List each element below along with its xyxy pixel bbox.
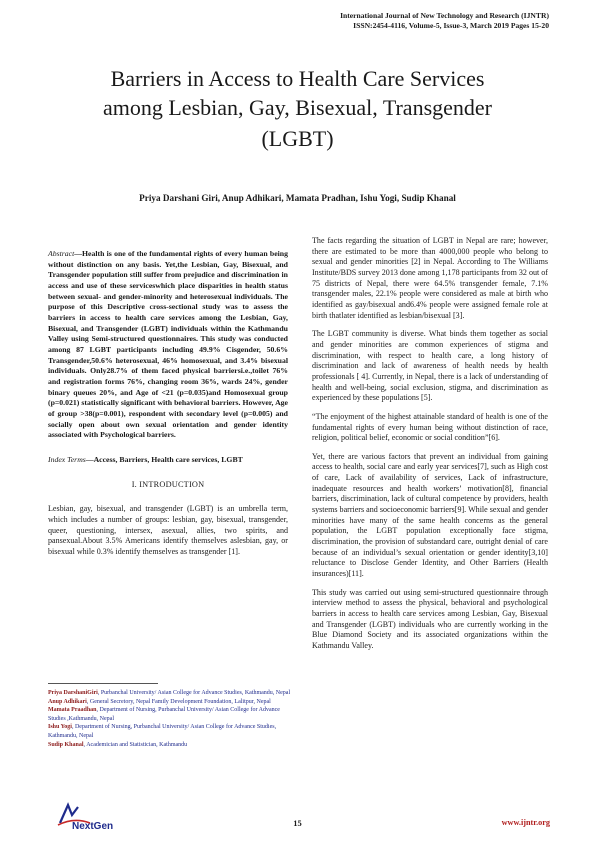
affiliation-text: , Academician and Statistician, Kathmandu [83, 741, 188, 748]
affiliation-item [48, 698, 292, 707]
title-line-1: Barriers in Access to Health Care Services [110, 66, 485, 91]
index-terms [48, 455, 288, 466]
index-terms-text: —Access, Barriers, Health care services, LGBT [85, 454, 243, 464]
intro-paragraph: Lesbian, gay, bisexual, and transgender (LGBT) is an umbrella term, which includes a number of groups: lesbian, gay, bisexual, transgender, queer, questioning, intersex, asexual, allies, two spirits, and pansexual.About 3.5% Americans identify themselves aslesbian, gay, or bisexual while 0.3% identify themselves as transgender [1]. [48, 504, 288, 557]
body-paragraph: The LGBT community is diverse. What binds them together as social and gender minorities are common experiences of stigma and discrimination, with respect to health care, a long history of discrimination and lack of awareness of health needs by health professionals [ 4]. Currently, in Nepal, there is a lack of understanding of health and well-being, social exclusion, stigma, and discrimination as experienced by these populations [5]. [312, 329, 548, 403]
right-column [312, 236, 548, 660]
left-column [48, 249, 288, 566]
journal-issn: ISSN:2454-4116, Volume-5, Issue-3, March 2019 Pages 15-20 [353, 21, 549, 30]
title-line-2: among Lesbian, Gay, Bisexual, Transgender [102, 95, 492, 120]
body-paragraph: The facts regarding the situation of LGBT in Nepal are rare; however, there are estimated to be more than 4000,000 people who belong to sexual and gender minorities [2] in Nepal. According to The Williams Institute/BDS survey 2013 done among 1,178 participants from 32 out of 75 districts of Nepal, there were 64.5% transgender female, 7.1% transgender males, 22.1% people were considered as male at birth who identified as gay/bisexual and6.4% people were assigned female role at birth thatlater identified as lesbian/bisexual [3]. [312, 236, 548, 320]
affiliation-text: , Department of Nursing, Purbanchal University/ Asian College for Advance Studies, Kathmandu, Nepal [48, 724, 277, 739]
body-paragraph: Yet, there are various factors that prevent an individual from gaining access to health, social care and early year services[7], such as High cost of care, Lack of availability of services, Lack of infrastructure, inadequate resources and health workers’ motivation[8], financial barriers, discrimination, lack of cultural competence by providers, health systems barriers and socioeconomic barriers[9]. While sexual and gender minorities have many of the same health concerns as the general population, the LGBT population exceptionally face stigma, discrimination, the provision of substandard care, outright denial of care because of an individual’s sexual orientation or gender identity[3,10] reluctance to Disclose Gender Identity, and Other Barriers (Health insurances)[11]. [312, 451, 548, 579]
title-line-3: (LGBT) [261, 126, 334, 151]
abstract-text: —Health is one of the fundamental rights of every human being without distinction on any basis. Yet,the Lesbian, Gay, Bisexual, and Transgender population still suffer from prejudice and discrimination in access and use of these serviceswhich place disparities in health status between sexual- and gender-minority and heterosexual individuals. The purpose of this Descriptive cross-sectional study was to assess the barriers in access to health care services among the Lesbian, Gay, Bisexual, and Transgender (LGBT) individuals within the Kathmandu Valley using Semi-structured questionnaires. This study was conducted among 87 LGBT participants including 49.9% Cisgender, 50.6% Transgender,50.6% heterosexual, 46% homosexual, and 3.4% bisexual individuals. Only28.7% of them faced physical barriersi.e.,toilet 76% and registration forms 76%, changing room 36%, wards 24%, gender binary queues 20%, and Age of <21 (p=0.035)and Homosexual group (p=0.021) statistically significant with behavioral barriers. However, Age of group >38(p=0.001), respondent with secondary level (p=0.005) and socially open about own sexual orientation and gender identity associated with Psychological barriers. [48, 249, 288, 440]
affiliation-name: Sudip Khanal [48, 741, 84, 748]
author-list: Priya Darshani Giri, Anup Adhikari, Mamata Pradhan, Ishu Yogi, Sudip Khanal [139, 193, 456, 203]
abstract [48, 249, 288, 441]
paper-title [40, 64, 555, 153]
footnote-divider [48, 683, 158, 684]
affiliation-name: Mamata Praadhan [48, 707, 97, 714]
body-paragraph: “The enjoyment of the highest attainable standard of health is one of the fundamental rights of every human being without distinction of race, religion, political belief, economic or social condition”[6]. [312, 411, 548, 443]
journal-header [340, 11, 549, 31]
author-affiliations [48, 689, 292, 749]
index-terms-lead: Index Terms [48, 454, 86, 464]
journal-name: International Journal of New Technology and Research (IJNTR) [340, 11, 549, 20]
affiliation-item [48, 741, 292, 750]
affiliation-text: , Department of Nursing, Purbanchal University/ Asian College for Advance Studies ,Kathmandu, Nepal [48, 707, 280, 722]
affiliation-name: Priya DarshaniGiri [48, 690, 98, 696]
page-number: 15 [293, 818, 302, 828]
affiliation-text: , General Secretory, Nepal Family Development Foundation, Lalitpur, Nepal [86, 698, 271, 705]
affiliation-item [48, 723, 292, 740]
journal-website-link[interactable]: www.ijntr.org [501, 818, 550, 827]
body-paragraph: This study was carried out using semi-structured questionnaire through interview method to assess the physical, behavioral and psychological barriers in access to health care services among Lesbian, Gay, Bisexual and Transgender (LGBT) individuals who are currently working in the Blue Diamond Society and its associated organizations within the Kathmandu Valley. [312, 587, 548, 650]
affiliation-text: , Purbanchal University/ Asian College for Advance Studies, Kathmandu, Nepal [97, 690, 291, 696]
affiliation-item [48, 689, 292, 698]
abstract-lead: Abstract [48, 249, 75, 258]
logo-text: NextGen [72, 821, 114, 832]
affiliation-item [48, 706, 292, 723]
section-heading-introduction: I. INTRODUCTION [131, 480, 205, 490]
affiliation-name: Anup Adhikari [48, 698, 87, 705]
affiliation-name: Ishu Yogi [48, 724, 72, 731]
